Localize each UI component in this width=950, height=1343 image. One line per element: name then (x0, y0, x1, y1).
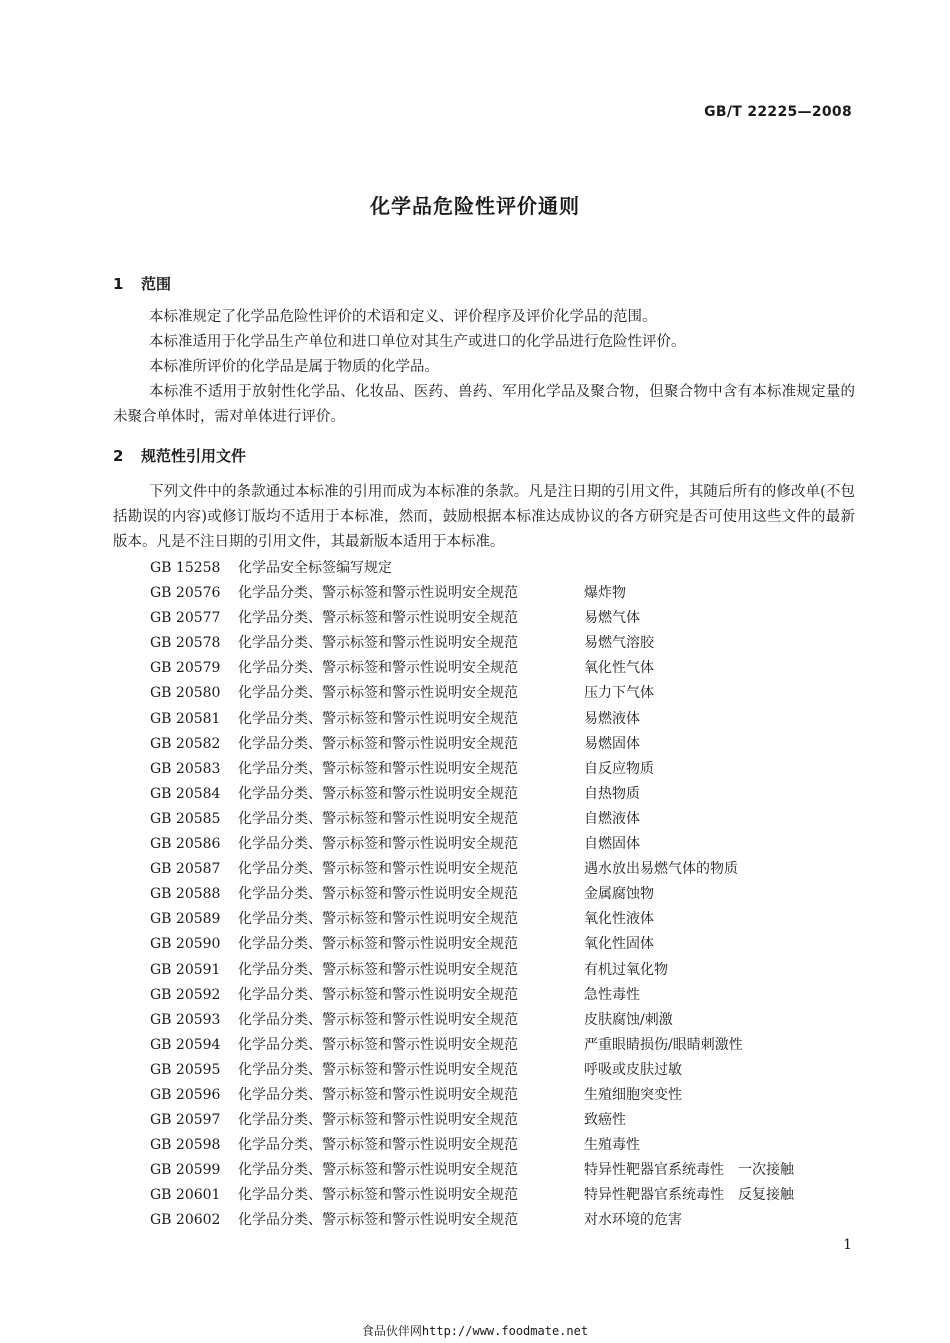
reference-code: GB 20590 (150, 936, 221, 953)
reference-item (150, 1158, 870, 1183)
section-1-paragraph: 本标准适用于化学品生产单位和进口单位对其生产或进口的化学品进行危险性评价。 (149, 334, 686, 350)
reference-code: GB 15258 (150, 560, 221, 576)
reference-code: GB 20593 (150, 1011, 221, 1028)
reference-code: GB 20577 (150, 610, 221, 627)
reference-code: GB 20596 (150, 1086, 221, 1103)
section-title: 范围 (141, 275, 172, 293)
reference-title: 化学品分类、警示标签和警示性说明安全规范 (238, 886, 518, 903)
reference-code: GB 20581 (150, 710, 221, 727)
reference-code: GB 20583 (150, 760, 221, 777)
reference-code: GB 20588 (150, 886, 221, 903)
reference-item (150, 1183, 870, 1208)
reference-subtitle: 严重眼睛损伤/眼睛刺激性 (584, 1036, 743, 1053)
document-title: 化学品危险性评价通则 (370, 194, 580, 218)
reference-title: 化学品分类、警示标签和警示性说明安全规范 (238, 635, 518, 652)
reference-item (150, 732, 870, 757)
reference-subtitle: 自反应物质 (584, 760, 654, 777)
reference-code: GB 20582 (150, 735, 221, 752)
section-2-heading (113, 445, 246, 466)
reference-item (150, 1108, 870, 1133)
reference-subtitle: 对水环境的危害 (584, 1212, 682, 1229)
reference-subtitle: 自燃固体 (584, 836, 640, 853)
section-1-heading (113, 273, 171, 294)
reference-title: 化学品分类、警示标签和警示性说明安全规范 (238, 1061, 518, 1078)
section-number: 2 (113, 447, 124, 465)
reference-code: GB 20589 (150, 911, 221, 928)
reference-title: 化学品分类、警示标签和警示性说明安全规范 (238, 911, 518, 928)
reference-item (150, 556, 870, 581)
reference-subtitle: 自燃液体 (584, 810, 640, 827)
reference-subtitle: 生殖毒性 (584, 1137, 640, 1154)
reference-title: 化学品分类、警示标签和警示性说明安全规范 (238, 1036, 518, 1053)
footer-watermark: 食品伙伴网http://www.foodmate.net (361, 1324, 589, 1338)
reference-code: GB 20594 (150, 1036, 221, 1053)
reference-subtitle: 致癌性 (584, 1112, 626, 1129)
reference-item (150, 983, 870, 1008)
reference-item (150, 882, 870, 907)
reference-title: 化学品分类、警示标签和警示性说明安全规范 (238, 861, 518, 878)
reference-subtitle: 爆炸物 (584, 585, 626, 602)
section-2-paragraph: 下列文件中的条款通过本标准的引用而成为本标准的条款。凡是注日期的引用文件，其随后所有的修改单(不包括勘误的内容)或修订版均不适用于本标准，然而，鼓励根据本标准达成协议的各方研究是否可使用这些文件的最新版本。凡是不注日期的引用文件，其最新版本适用于本标准。 (113, 484, 855, 550)
reference-subtitle: 氧化性液体 (584, 911, 654, 928)
section-1-paragraph: 本标准不适用于放射性化学品、化妆品、医药、兽药、军用化学品及聚合物，但聚合物中含有本标准规定量的未聚合单体时，需对单体进行评价。 (113, 384, 855, 425)
reference-item (150, 782, 870, 807)
section-1-paragraph: 本标准所评价的化学品是属于物质的化学品。 (149, 359, 439, 375)
reference-title: 化学品分类、警示标签和警示性说明安全规范 (238, 936, 518, 953)
reference-code: GB 20576 (150, 585, 221, 602)
reference-subtitle: 自热物质 (584, 785, 640, 802)
reference-list (150, 556, 870, 1234)
reference-subtitle: 易燃固体 (584, 735, 640, 752)
reference-item (150, 832, 870, 857)
reference-code: GB 20591 (150, 961, 221, 978)
reference-subtitle: 生殖细胞突变性 (584, 1086, 682, 1103)
reference-subtitle: 急性毒性 (584, 986, 640, 1003)
standard-number: GB/T 22225—2008 (704, 104, 852, 120)
section-title: 规范性引用文件 (141, 447, 247, 465)
reference-title: 化学品分类、警示标签和警示性说明安全规范 (238, 585, 518, 602)
reference-title: 化学品分类、警示标签和警示性说明安全规范 (238, 986, 518, 1003)
reference-item (150, 1008, 870, 1033)
reference-item (150, 807, 870, 832)
reference-code: GB 20601 (150, 1187, 221, 1204)
reference-item (150, 757, 870, 782)
reference-item (150, 857, 870, 882)
reference-code: GB 20587 (150, 861, 221, 878)
reference-subtitle: 金属腐蚀物 (584, 886, 654, 903)
reference-code: GB 20598 (150, 1137, 221, 1154)
reference-item (150, 631, 870, 656)
reference-item (150, 606, 870, 631)
reference-subtitle: 遇水放出易燃气体的物质 (584, 861, 738, 878)
reference-title: 化学品分类、警示标签和警示性说明安全规范 (238, 1086, 518, 1103)
reference-title: 化学品分类、警示标签和警示性说明安全规范 (238, 1212, 518, 1229)
reference-code: GB 20585 (150, 810, 221, 827)
reference-title: 化学品分类、警示标签和警示性说明安全规范 (238, 836, 518, 853)
reference-title: 化学品分类、警示标签和警示性说明安全规范 (238, 810, 518, 827)
reference-title: 化学品分类、警示标签和警示性说明安全规范 (238, 685, 518, 702)
reference-subtitle: 呼吸或皮肤过敏 (584, 1061, 682, 1078)
reference-subtitle: 压力下气体 (584, 685, 654, 702)
reference-item (150, 907, 870, 932)
reference-title: 化学品分类、警示标签和警示性说明安全规范 (238, 961, 518, 978)
reference-item (150, 958, 870, 983)
reference-code: GB 20579 (150, 660, 221, 677)
reference-title: 化学品分类、警示标签和警示性说明安全规范 (238, 1162, 518, 1179)
reference-subtitle: 易燃气溶胶 (584, 635, 654, 652)
reference-code: GB 20595 (150, 1061, 221, 1078)
reference-subtitle: 皮肤腐蚀/刺激 (584, 1011, 673, 1028)
reference-title: 化学品分类、警示标签和警示性说明安全规范 (238, 1187, 518, 1204)
reference-item (150, 1133, 870, 1158)
page-number: 1 (843, 1237, 852, 1253)
reference-code: GB 20592 (150, 986, 221, 1003)
reference-subtitle: 有机过氧化物 (584, 961, 668, 978)
reference-subtitle: 特异性靶器官系统毒性 一次接触 (584, 1162, 794, 1179)
reference-code: GB 20578 (150, 635, 221, 652)
reference-title: 化学品安全标签编写规定 (238, 560, 392, 576)
reference-title: 化学品分类、警示标签和警示性说明安全规范 (238, 735, 518, 752)
section-number: 1 (113, 275, 124, 293)
reference-item (150, 656, 870, 681)
reference-item (150, 932, 870, 957)
reference-code: GB 20584 (150, 785, 221, 802)
reference-item (150, 1208, 870, 1233)
reference-item (150, 1033, 870, 1058)
reference-title: 化学品分类、警示标签和警示性说明安全规范 (238, 710, 518, 727)
reference-title: 化学品分类、警示标签和警示性说明安全规范 (238, 1112, 518, 1129)
reference-title: 化学品分类、警示标签和警示性说明安全规范 (238, 660, 518, 677)
reference-item (150, 1058, 870, 1083)
reference-title: 化学品分类、警示标签和警示性说明安全规范 (238, 785, 518, 802)
reference-code: GB 20586 (150, 836, 221, 853)
reference-code: GB 20599 (150, 1162, 221, 1179)
reference-title: 化学品分类、警示标签和警示性说明安全规范 (238, 1137, 518, 1154)
reference-subtitle: 特异性靶器官系统毒性 反复接触 (584, 1187, 794, 1204)
reference-subtitle: 氧化性气体 (584, 660, 654, 677)
reference-code: GB 20602 (150, 1212, 221, 1229)
reference-title: 化学品分类、警示标签和警示性说明安全规范 (238, 610, 518, 627)
reference-subtitle: 易燃气体 (584, 610, 640, 627)
reference-item (150, 581, 870, 606)
reference-subtitle: 氧化性固体 (584, 936, 654, 953)
reference-item (150, 707, 870, 732)
reference-subtitle: 易燃液体 (584, 710, 640, 727)
reference-code: GB 20580 (150, 685, 221, 702)
reference-title: 化学品分类、警示标签和警示性说明安全规范 (238, 760, 518, 777)
reference-item (150, 681, 870, 706)
reference-title: 化学品分类、警示标签和警示性说明安全规范 (238, 1011, 518, 1028)
reference-item (150, 1083, 870, 1108)
section-1-paragraph: 本标准规定了化学品危险性评价的术语和定义、评价程序及评价化学品的范围。 (149, 309, 657, 325)
reference-code: GB 20597 (150, 1112, 221, 1129)
